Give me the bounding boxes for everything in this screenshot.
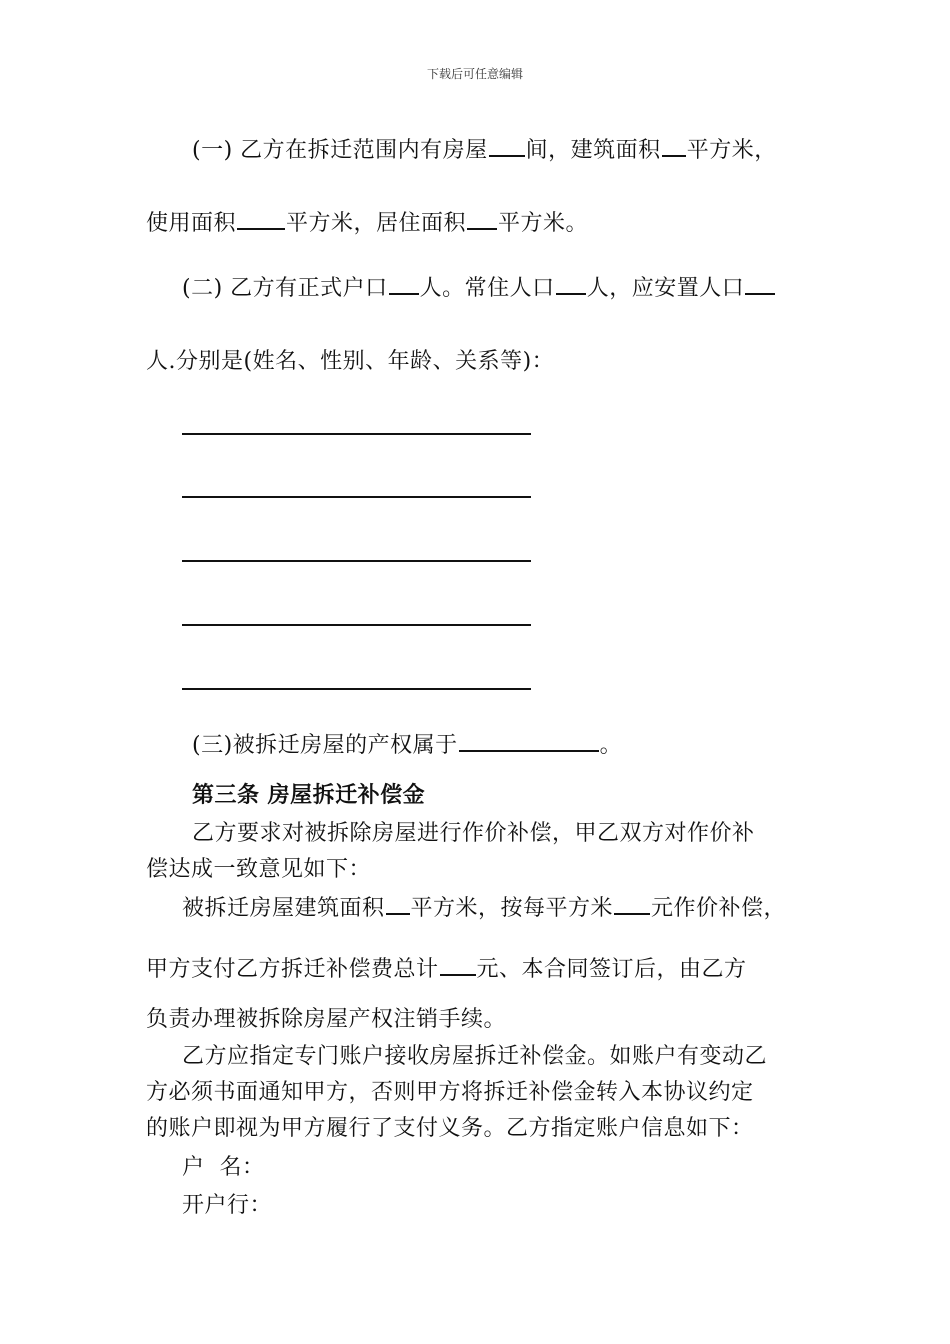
account-clause-line1: 乙方应指定专门账户接收房屋拆迁补偿金。如账户有变动乙 <box>182 1044 768 1069</box>
compensation-text-c: 元作价补偿， <box>651 896 787 921</box>
clause-1-text-d: 使用面积 <box>146 211 237 236</box>
fill-line-3[interactable] <box>182 560 531 562</box>
clause-3-text-a: (三)被拆迁房屋的产权属于 <box>192 733 458 758</box>
clause-1-text-e: 平方米，居住面积 <box>286 211 467 236</box>
usage-area-blank[interactable] <box>237 208 285 230</box>
fill-line-2[interactable] <box>182 496 531 498</box>
registered-persons-blank[interactable] <box>389 273 419 295</box>
article-3-title: 第三条 房屋拆迁补偿金 <box>192 782 426 808</box>
living-area-blank[interactable] <box>467 208 497 230</box>
fill-line-4[interactable] <box>182 624 531 626</box>
compensation-text-b: 平方米，按每平方米 <box>410 896 614 921</box>
clause-2-text-b: 人。常住人口 <box>419 276 555 301</box>
clause-1-text-c: 平方米， <box>686 138 777 163</box>
ownership-blank[interactable] <box>459 730 599 752</box>
fill-line-5[interactable] <box>182 688 531 690</box>
compensation-total-line <box>146 954 747 985</box>
persons-detail-line: 人.分别是(姓名、性别、年龄、关系等)： <box>146 349 555 374</box>
fill-line-1[interactable] <box>182 433 531 435</box>
clause-2-text-a: (二) 乙方有正式户口 <box>182 276 388 301</box>
clause-1-text-b: 间，建筑面积 <box>525 138 661 163</box>
article-3-p1-line2: 偿达成一致意见如下： <box>146 857 372 882</box>
page-header: 下载后可任意编辑 <box>426 67 523 81</box>
clause-2-text-c: 人，应安置人口 <box>586 276 745 301</box>
account-clause-line2: 方必须书面通知甲方，否则甲方将拆迁补偿金转入本协议约定 <box>146 1080 754 1105</box>
rooms-blank[interactable] <box>489 135 525 157</box>
total-compensation-blank[interactable] <box>440 954 476 976</box>
account-bank-label: 开户行： <box>182 1193 273 1218</box>
clause-1-text-a: (一) 乙方在拆迁范围内有房屋 <box>192 138 488 163</box>
compensation-text-e: 元、本合同签订后，由乙方 <box>476 957 747 982</box>
household-line <box>182 273 776 304</box>
clause-3-text-b: 。 <box>599 733 623 758</box>
clause-1-text-f: 平方米。 <box>498 211 589 236</box>
account-clause-line3: 的账户即视为甲方履行了支付义务。乙方指定账户信息如下： <box>146 1116 754 1141</box>
compensation-text-d: 甲方支付乙方拆迁补偿费总计 <box>146 957 439 982</box>
cancellation-line: 负责办理被拆除房屋产权注销手续。 <box>146 1007 507 1032</box>
compensation-area-blank[interactable] <box>386 893 410 915</box>
account-name-label: 户 名： <box>182 1155 265 1180</box>
compensation-rate-line <box>182 893 786 924</box>
article-3-p1-line1: 乙方要求对被拆除房屋进行作价补偿，甲乙双方对作价补 <box>192 821 755 846</box>
price-per-sqm-blank[interactable] <box>614 893 650 915</box>
usage-area-line <box>146 208 588 239</box>
compensation-text-a: 被拆迁房屋建筑面积 <box>182 896 385 921</box>
resident-persons-blank[interactable] <box>556 273 586 295</box>
building-area-blank[interactable] <box>662 135 686 157</box>
ownership-line <box>192 730 622 761</box>
house-rooms-line <box>192 135 777 166</box>
resettle-persons-blank[interactable] <box>745 273 775 295</box>
